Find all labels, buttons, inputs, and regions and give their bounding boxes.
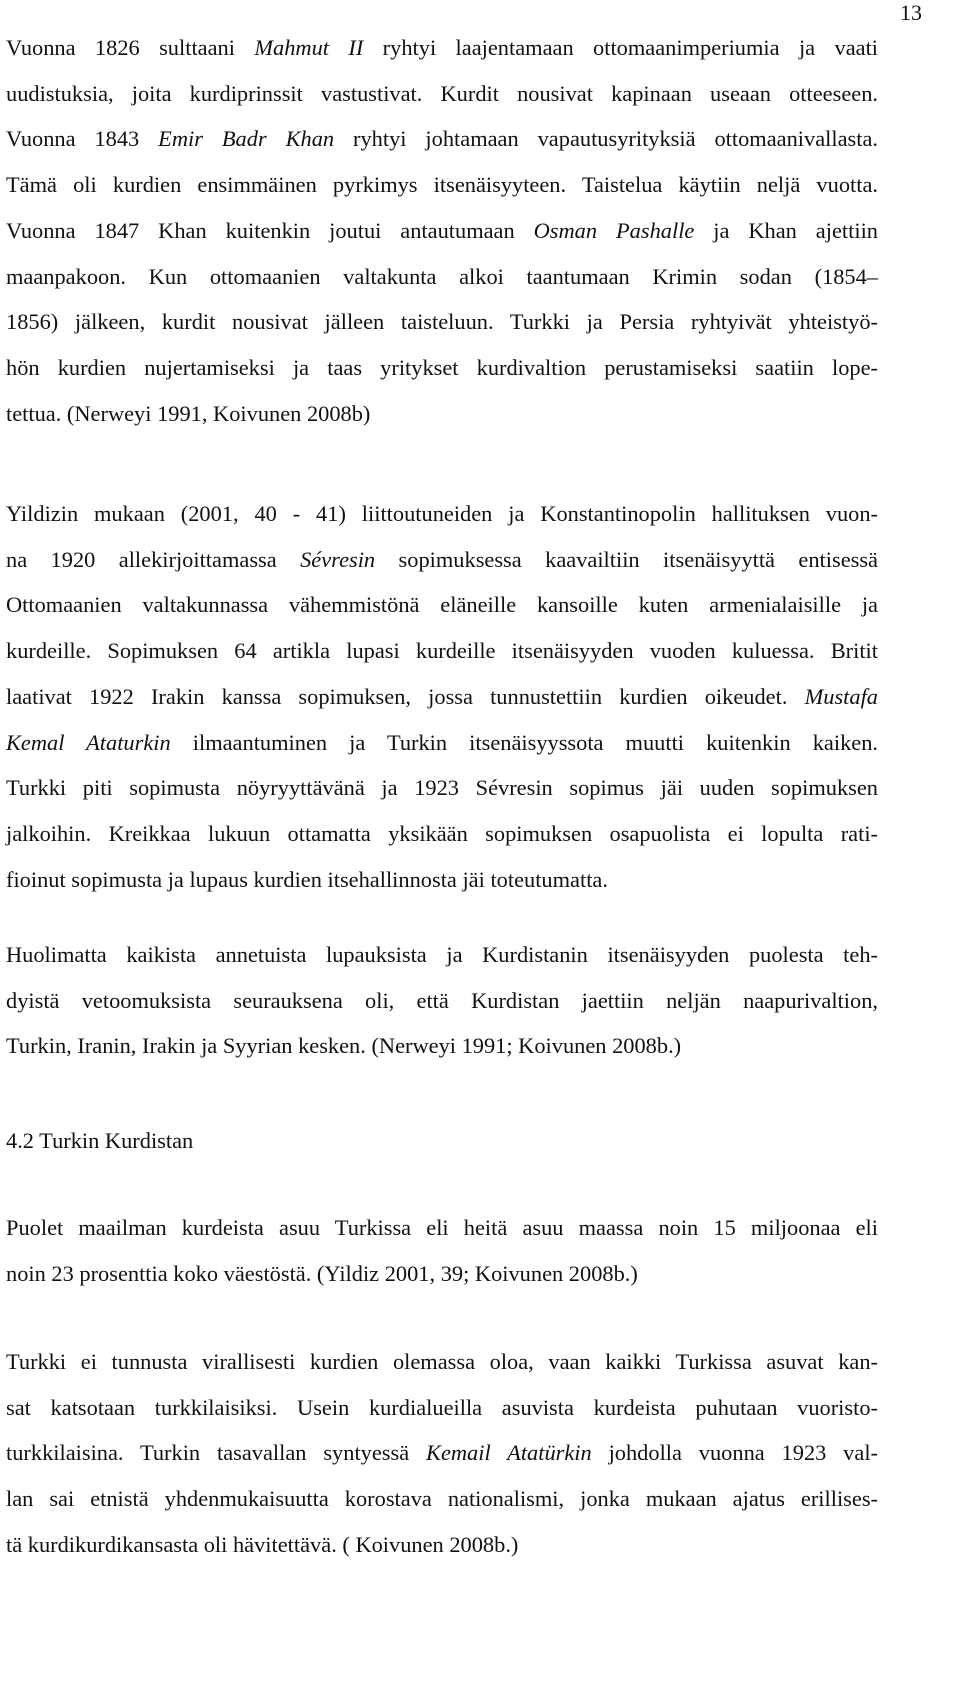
text-line: [6, 1032, 878, 1062]
text-line: [6, 500, 878, 530]
text-line: [6, 683, 878, 713]
text-run: Vuonna 1826 sulttaani: [6, 35, 255, 60]
italic-run: Mahmut II: [254, 35, 364, 60]
italic-run: Kemal Ataturkin: [6, 729, 171, 755]
text-line: [6, 987, 878, 1017]
text-run: fioinut sopimusta ja lupaus kurdien itsehallinnosta jäi toteutumatta.: [6, 866, 608, 892]
text-line: [6, 1531, 878, 1561]
text-run: lan sai etnistä yhdenmukaisuutta korostava nationalismi, jonka mukaan ajatus erillises-: [6, 1486, 878, 1512]
text-line: [6, 1214, 878, 1244]
text-run: kurdeille. Sopimuksen 64 artikla lupasi kurdeille itsenäisyyden vuoden kuluessa. Britit: [6, 638, 878, 664]
text-run: tettua. (Nerweyi 1991, Koivunen 2008b): [6, 400, 371, 426]
text-line: [6, 729, 878, 759]
text-line: [6, 637, 878, 667]
text-line: [6, 1439, 878, 1469]
text-line: [6, 308, 878, 338]
text-run: na 1920 allekirjoittamassa: [6, 546, 301, 572]
text-line: [6, 354, 878, 384]
text-run: laativat 1922 Irakin kanssa sopimuksen, jossa tunnustettiin kurdien oikeudet.: [6, 683, 805, 709]
text-run: Tämä oli kurdien ensimmäinen pyrkimys itsenäisyyteen. Taistelua käytiin neljä vuotta.: [6, 172, 878, 198]
text-line: [6, 125, 878, 155]
text-run: turkkilaisina. Turkin tasavallan syntyessä: [6, 1440, 427, 1466]
text-run: 1856) jälkeen, kurdit nousivat jälleen taisteluun. Turkki ja Persia ryhtyivät yhteistyö-: [6, 309, 878, 335]
text-run: Ottomaanien valtakunnassa vähemmistönä eläneille kansoille kuten armenialaisille ja: [6, 592, 878, 618]
text-run: tä kurdikurdikansasta oli hävitettävä. ( Koivunen 2008b.): [6, 1531, 519, 1557]
text-line: [6, 1348, 878, 1378]
text-line: [6, 1485, 878, 1515]
section-heading: 4.2 Turkin Kurdistan: [6, 1128, 194, 1153]
text-line: [6, 546, 878, 576]
italic-run: Kemail Atatürkin: [426, 1440, 592, 1466]
text-line: [6, 866, 878, 896]
text-run: Huolimatta kaikista annetuista lupauksista ja Kurdistanin itsenäisyyden puolesta teh-: [6, 942, 878, 967]
text-run: sopimuksessa kaavailtiin itsenäisyyttä entisessä: [375, 546, 878, 572]
text-run: ryhtyi johtamaan vapautusyrityksiä ottomaanivallasta.: [334, 126, 879, 152]
italic-run: Osman Pashalle: [533, 217, 695, 243]
text-run: johdolla vuonna 1923 val-: [591, 1440, 878, 1466]
text-line: [6, 217, 878, 247]
text-run: maanpakoon. Kun ottomaanien valtakunta alkoi taantumaan Krimin sodan (1854–: [6, 263, 878, 289]
text-run: noin 23 prosenttia koko väestöstä. (Yildiz 2001, 39; Koivunen 2008b.): [6, 1260, 638, 1286]
text-run: dyistä vetoomuksista seurauksena oli, että Kurdistan jaettiin neljän naapurivaltion,: [6, 987, 878, 1013]
text-line: [6, 591, 878, 621]
text-run: Turkin, Iranin, Irakin ja Syyrian kesken. (Nerweyi 1991; Koivunen 2008b.): [6, 1033, 682, 1059]
italic-run: Sévresin: [300, 546, 376, 572]
text-line: [6, 774, 878, 804]
text-run: Turkki ei tunnusta virallisesti kurdien olemassa oloa, vaan kaikki Turkissa asuvat kan-: [6, 1349, 878, 1374]
text-run: Puolet maailman kurdeista asuu Turkissa eli heitä asuu maassa noin 15 miljoonaa eli: [6, 1215, 878, 1240]
text-run: Turkki piti sopimusta nöyryyttävänä ja 1923 Sévresin sopimus jäi uuden sopimuksen: [6, 775, 878, 801]
text-run: Vuonna 1847 Khan kuitenkin joutui antautumaan: [6, 217, 534, 243]
text-run: Yildizin mukaan (2001, 40 - 41) liittoutuneiden ja Konstantinopolin hallituksen vuon-: [6, 501, 878, 526]
text-run: Vuonna 1843: [6, 126, 159, 152]
text-run: ja Khan ajettiin: [694, 217, 878, 243]
text-line: [6, 1260, 878, 1290]
text-line: [6, 400, 878, 430]
text-line: [6, 1394, 878, 1424]
text-run: ilmaantuminen ja Turkin itsenäisyyssota muutti kuitenkin kaiken.: [170, 729, 879, 755]
text-line: [6, 34, 878, 64]
page-number: 13: [900, 0, 922, 25]
text-line: [6, 171, 878, 201]
text-run: ryhtyi laajentamaan ottomaanimperiumia ja vaati: [363, 35, 879, 60]
text-run: uudistuksia, joita kurdiprinssit vastustivat. Kurdit nousivat kapinaan useaan otteeseen.: [6, 80, 878, 106]
text-line: [6, 80, 878, 110]
text-line: [6, 820, 878, 850]
text-line: [6, 941, 878, 971]
text-run: jalkoihin. Kreikkaa lukuun ottamatta yksikään sopimuksen osapuolista ei lopulta rati-: [6, 820, 878, 846]
text-line: [6, 263, 878, 293]
text-run: sat katsotaan turkkilaisiksi. Usein kurdialueilla asuvista kurdeista puhutaan vuoristo-: [6, 1394, 878, 1420]
italic-run: Mustafa: [804, 683, 878, 709]
italic-run: Emir Badr Khan: [158, 126, 335, 152]
text-run: hön kurdien nujertamiseksi ja taas yritykset kurdivaltion perustamiseksi saatiin lope-: [6, 354, 878, 380]
